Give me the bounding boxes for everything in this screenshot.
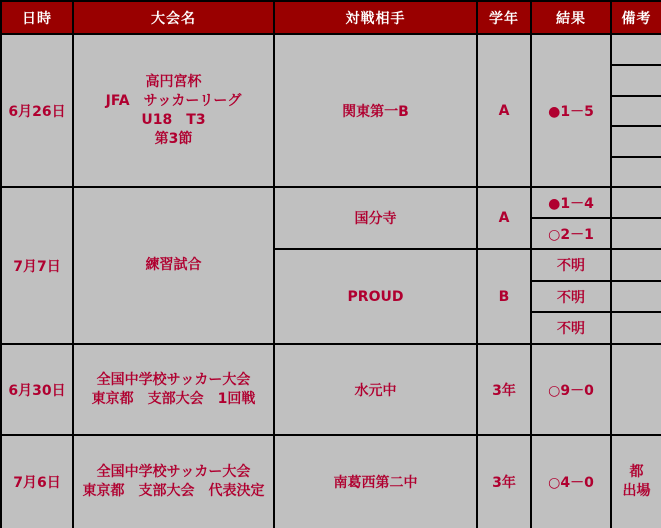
cell-grade: B [477,249,531,344]
cell-grade: 3年 [477,344,531,435]
cell-opponent: 関東第一B [274,34,477,187]
cell-grade: A [477,187,531,249]
cell-result: ●1－4 [531,187,611,218]
cell-opponent: 水元中 [274,344,477,435]
cell-date: 6月26日 [1,34,73,187]
cell-opponent: PROUD [274,249,477,344]
cell-result: 不明 [531,249,611,281]
column-header-result: 結果 [531,1,611,34]
cell-result: ○9－0 [531,344,611,435]
remark-line: 出場 [622,483,651,499]
cell-remark-empty [611,249,661,281]
cell-tournament [73,435,274,528]
cell-remark-empty [611,157,661,187]
cell-date: 7月7日 [1,187,73,344]
cell-result: ●1－5 [531,34,611,187]
cell-grade: A [477,34,531,187]
cell-remark-empty [611,218,661,249]
column-header-tournament: 大会名 [73,1,274,34]
tournament-line: 第3節 [154,130,193,147]
cell-tournament [73,344,274,435]
tournament-line: 全国中学校サッカー大会 [96,464,251,480]
tournament-line: 高円宮杯 [145,73,202,90]
column-header-remarks: 備考 [611,1,661,34]
table-row [1,435,661,528]
cell-opponent: 南葛西第二中 [274,435,477,528]
cell-grade: 3年 [477,435,531,528]
cell-date: 6月30日 [1,344,73,435]
table-row [1,34,661,65]
cell-remark-empty [611,34,661,65]
cell-result: ○4－0 [531,435,611,528]
cell-date: 7月6日 [1,435,73,528]
table-row [1,344,661,435]
remark-line: 都 [629,464,644,480]
column-header-grade: 学年 [477,1,531,34]
cell-opponent: 国分寺 [274,187,477,249]
tournament-line: JFA サッカーリーグ [105,92,242,109]
header-row [1,1,661,34]
tournament-line: 東京都 支部大会 代表決定 [82,483,265,499]
column-header-opponent: 対戦相手 [274,1,477,34]
cell-remark-empty [611,281,661,312]
tournament-line: U18 T3 [141,111,206,128]
cell-remark-empty [611,187,661,218]
cell-remark-empty [611,344,661,435]
tournament-line: 練習試合 [145,257,202,273]
cell-result: 不明 [531,312,611,344]
column-header-date: 日時 [1,1,73,34]
cell-result: ○2－1 [531,218,611,249]
cell-remark [611,435,661,528]
cell-result: 不明 [531,281,611,312]
tournament-line: 全国中学校サッカー大会 [96,371,251,388]
cell-remark-empty [611,126,661,157]
cell-remark-empty [611,65,661,96]
tournament-line: 東京都 支部大会 1回戦 [91,390,256,407]
cell-remark-empty [611,312,661,344]
table-row [1,187,661,218]
cell-remark-empty [611,96,661,126]
cell-tournament [73,187,274,344]
cell-tournament [73,34,274,187]
